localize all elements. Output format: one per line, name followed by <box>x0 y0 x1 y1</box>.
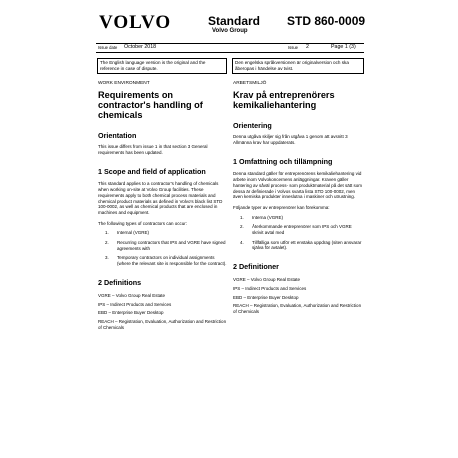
definition-item: REACH – Registration, Evaluation, Authorization and Restriction of Chemicals <box>98 318 227 330</box>
standard-subtitle: Volvo Group <box>212 28 248 34</box>
right-column <box>233 81 363 315</box>
list-item: 1. Internal (VGRE) <box>105 230 150 236</box>
right-scope-heading: 1 Omfattning och tillämpning <box>233 157 333 167</box>
left-types-intro: The following types of contractors can occur: <box>98 220 188 226</box>
standard-number: STD 860-0009 <box>287 14 366 28</box>
right-title: Krav på entreprenörers kemikaliehantering <box>233 90 335 110</box>
page-info: Page 1 (3) <box>331 44 356 50</box>
issue-number: 2 <box>306 44 309 50</box>
left-orientation-text: This issue differs from issue 1 in that section 3 General requirements has been updated. <box>98 144 208 155</box>
definition-item: IPS – Indirect Products and Services <box>233 285 307 291</box>
left-orientation-heading: Orientation <box>98 131 137 140</box>
definition-item: IPS – Indirect Products and Services <box>98 301 172 307</box>
definition-item: REACH – Registration, Evaluation, Authorization and Restriction of Chemicals <box>233 303 362 314</box>
definition-item: VGRE – Volvo Group Real Estate <box>98 292 166 298</box>
left-category: WORK ENVIRONMENT <box>98 81 150 86</box>
right-orientation-text: Denna utgåva skiljer sig från utgåva 1 genom att avsnitt 3 Allmänna krav har uppdaterats. <box>233 134 348 145</box>
left-column <box>98 81 228 330</box>
issue-date: October 2018 <box>124 44 157 50</box>
header-rule-bottom <box>96 52 364 53</box>
left-title: Requirements on contractor's handling of chemicals <box>98 90 203 120</box>
definition-item: VGRE – Volvo Group Real Estate <box>233 277 301 283</box>
right-types-intro: Följande typer av entreprenörer kan förekomma: <box>233 204 330 210</box>
list-item: 2. Recurring contractors that IPS and VGRE have signed agreements with <box>105 240 226 251</box>
language-note-en: The English language version is the original and the reference in case of dispute. <box>97 58 227 74</box>
list-item: 2. Återkommande entreprenörer som IPS och VGRE skrivit avtal med <box>240 224 352 236</box>
list-item: 4. Tillfälliga som utför ett enstaka uppdrag (siten ansvarar själva för avtalet). <box>240 239 362 251</box>
left-scope-text: This standard applies to a contractor's handling of chemicals when working on-site at Volvo Group facilities. These requirements apply to both chemical process materials and chemical product materials as defined in Volvo's black list STD 100-0002, as well as chemical products that are enclosed in machines and equipment. <box>98 181 223 215</box>
definition-item: EBD – Enterprise Buyer Desktop <box>233 294 299 300</box>
definition-item: EBD – Enterprise Buyer Desktop <box>98 310 164 316</box>
list-item: 1. Interna (VGRE) <box>240 214 284 220</box>
left-definitions-heading: 2 Definitions <box>98 277 142 287</box>
right-definitions-heading: 2 Definitioner <box>233 262 279 272</box>
issue-date-label: Issue date <box>98 45 118 50</box>
standard-title: Standard <box>208 14 261 28</box>
list-item: 3. Temporary contractors on individual assignments (where the relevant site is responsible for the contract). <box>105 255 227 267</box>
right-orientation-heading: Orientering <box>233 121 272 130</box>
volvo-logo: VOLVO <box>99 12 172 33</box>
language-note-sv: Den engelska språkversionen är originalversion och ska åberopas i händelse av tvist. <box>232 58 364 74</box>
right-scope-text: Denna standard gäller för entreprenörens kemikaliehantering vid arbete inom Volvokoncernens anläggningar. Kraven gäller hantering av såväl process- som produktmaterial på det sätt som dessa är definierade i Volvos svarta lista STD 100-0002, men även kemiska produkter inneslutna i maskiner och utrustning. <box>233 171 363 200</box>
right-category: ARBETSMILJÖ <box>233 81 267 86</box>
left-scope-heading: 1 Scope and field of application <box>98 167 206 177</box>
issue-label: Issue <box>288 45 299 50</box>
